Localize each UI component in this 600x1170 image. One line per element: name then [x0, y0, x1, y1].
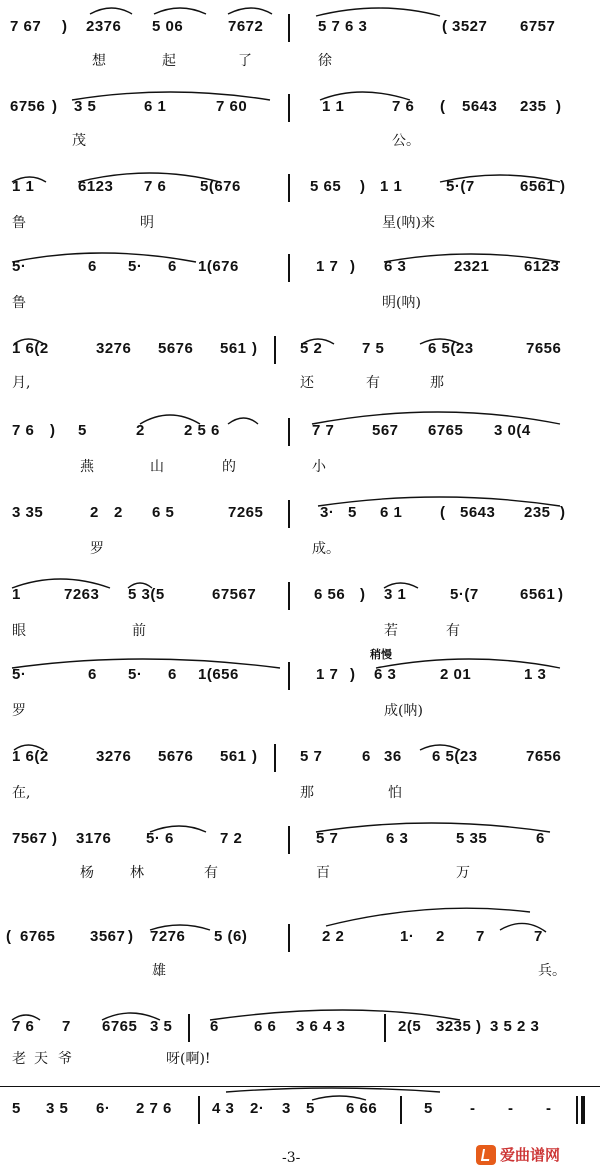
slur-arc: [316, 8, 440, 16]
lyric: 兵。: [538, 963, 566, 979]
lyric: 还: [300, 375, 314, 391]
slur-arc: [90, 8, 132, 14]
slur-arc: [226, 1088, 440, 1092]
lyric: 若: [384, 623, 398, 639]
note-group: 5676: [158, 748, 194, 765]
note-group: 3276: [96, 340, 132, 357]
note-group: 3 5: [150, 1018, 173, 1035]
note-group: 7: [62, 1018, 71, 1035]
bar-line: [288, 500, 290, 528]
note-group: 1(656: [198, 666, 239, 683]
lyric: 公。: [392, 133, 420, 149]
lyric: 那: [430, 375, 444, 391]
note-group: 6: [210, 1018, 219, 1035]
note-group: 2 7 6: [136, 1100, 172, 1117]
lyric: 怕: [388, 785, 402, 801]
lyric: 那: [300, 785, 314, 801]
note-group: 1 6(2: [12, 340, 49, 357]
note-group: 6123: [524, 258, 560, 275]
note-group: 6765: [428, 422, 464, 439]
watermark: [476, 1144, 560, 1165]
lyric: 燕: [80, 459, 94, 475]
lyric: 爷: [58, 1051, 72, 1067]
bar-line: [288, 174, 290, 202]
note-group: 3 35: [12, 504, 44, 521]
note-group: 3 5: [74, 98, 97, 115]
bar-line: [188, 1014, 190, 1042]
note-group: 6 3: [374, 666, 397, 683]
note-group: 2321: [454, 258, 490, 275]
note-group: 3 1: [384, 586, 407, 603]
watermark-text: 爱曲谱网: [500, 1146, 561, 1164]
slur-arc: [326, 908, 530, 926]
lyric: 成(呐): [384, 703, 423, 719]
note-group: 1 1: [322, 98, 345, 115]
note-group: ): [360, 586, 366, 603]
lyric: 的: [222, 459, 236, 475]
final-bar-line: [576, 1096, 578, 1124]
lyric: 茂: [72, 133, 86, 149]
note-group: 5 (6): [214, 928, 248, 945]
lyric: 百: [316, 865, 330, 881]
note-group: 1(676: [198, 258, 239, 275]
note-group: 6 66: [346, 1100, 378, 1117]
note-group: 7 2: [220, 830, 243, 847]
note-group: 6561: [520, 586, 556, 603]
note-group: 5(676: [200, 178, 241, 195]
note-group: 1 1: [380, 178, 403, 195]
lyric: 明: [140, 215, 154, 231]
bar-line: [384, 1014, 386, 1042]
note-group: 2 5 6: [184, 422, 220, 439]
note-group: 3235: [436, 1018, 472, 1035]
lyric: 鲁: [12, 215, 26, 231]
note-group: -: [470, 1100, 476, 1117]
note-group: 5643: [460, 504, 496, 521]
lyric: 了: [238, 53, 252, 69]
note-group: 5·: [12, 258, 27, 275]
note-group: 7 7: [312, 422, 335, 439]
note-group: 6756: [10, 98, 46, 115]
note-group: 3 0(4: [494, 422, 531, 439]
note-group: 6 3: [384, 258, 407, 275]
note-group: ): [52, 98, 58, 115]
note-group: 5: [12, 1100, 21, 1117]
note-group: 6 3: [386, 830, 409, 847]
note-group: 1 3: [524, 666, 547, 683]
note-group: 7 60: [216, 98, 248, 115]
note-group: 1 6(2: [12, 748, 49, 765]
note-group: 67567: [212, 586, 257, 603]
bar-line: [288, 582, 290, 610]
note-group: 3 5: [46, 1100, 69, 1117]
lyric: 呀(啊)!: [166, 1051, 211, 1067]
bar-line: [288, 14, 290, 42]
note-group: 6 5(23: [432, 748, 478, 765]
note-group: ): [560, 178, 566, 195]
note-group: 3567: [90, 928, 126, 945]
note-group: 6123: [78, 178, 114, 195]
note-group: 6: [168, 258, 177, 275]
note-group: 6 6: [254, 1018, 277, 1035]
lyric: 在,: [12, 785, 31, 801]
lyric: 前: [132, 623, 146, 639]
slur-arc: [228, 8, 272, 14]
lyric: 老: [12, 1051, 26, 1067]
note-group: (: [440, 504, 446, 521]
divider-line: [0, 1086, 600, 1087]
note-group: 6765: [20, 928, 56, 945]
note-group: 7276: [150, 928, 186, 945]
note-group: 7 6: [12, 422, 35, 439]
note-group: 567: [372, 422, 399, 439]
note-group: 6765: [102, 1018, 138, 1035]
lyric: 起: [162, 53, 176, 69]
note-group: 2: [114, 504, 123, 521]
note-group: 7656: [526, 748, 562, 765]
note-group: 2: [436, 928, 445, 945]
note-group: 4 3: [212, 1100, 235, 1117]
note-group: 5 3(5: [128, 586, 165, 603]
bar-line: [274, 744, 276, 772]
lyric: 明(呐): [382, 295, 421, 311]
lyric: 万: [456, 865, 470, 881]
page-number: -3-: [282, 1150, 301, 1166]
note-group: 235: [524, 504, 551, 521]
note-group: 5·(7: [450, 586, 479, 603]
tempo-marking: 稍慢: [370, 648, 392, 661]
note-group: 5: [348, 504, 357, 521]
bar-line: [288, 662, 290, 690]
lyric: 罗: [12, 703, 26, 719]
note-group: 5643: [462, 98, 498, 115]
note-group: 7656: [526, 340, 562, 357]
note-group: ): [350, 666, 356, 683]
note-group: 5: [424, 1100, 433, 1117]
note-group: 1 7: [316, 666, 339, 683]
lyric: 想: [92, 53, 106, 69]
final-bar-line-thick: [581, 1096, 585, 1124]
lyric: 有: [204, 865, 218, 881]
note-group: 7672: [228, 18, 264, 35]
note-group: 3 5 2 3: [490, 1018, 540, 1035]
note-group: 5·: [12, 666, 27, 683]
lyric: 月,: [12, 375, 31, 391]
bar-line: [288, 94, 290, 122]
slur-arc: [12, 659, 280, 668]
lyric: 小: [312, 459, 326, 475]
slur-arc: [316, 823, 550, 832]
note-group: 1 1: [12, 178, 35, 195]
note-group: 561: [220, 340, 247, 357]
note-group: 2 01: [440, 666, 472, 683]
note-group: ): [560, 504, 566, 521]
note-group: 6: [168, 666, 177, 683]
lyric: 星(呐)来: [382, 215, 435, 231]
bar-line: [288, 254, 290, 282]
lyric: 雄: [152, 963, 166, 979]
note-group: 5676: [158, 340, 194, 357]
note-group: 2: [136, 422, 145, 439]
note-group: 7 6: [12, 1018, 35, 1035]
note-group: 6·: [96, 1100, 111, 1117]
note-group: 5 2: [300, 340, 323, 357]
note-group: 6 5(23: [428, 340, 474, 357]
note-group: ): [62, 18, 68, 35]
note-group: 5: [78, 422, 87, 439]
lyric: 鲁: [12, 295, 26, 311]
note-group: 1·: [400, 928, 415, 945]
note-group: 5 7: [316, 830, 339, 847]
note-group: 2(5: [398, 1018, 422, 1035]
bar-line: [288, 924, 290, 952]
bar-line: [274, 336, 276, 364]
lyric: 林: [130, 865, 144, 881]
note-group: 3: [282, 1100, 291, 1117]
note-group: ): [350, 258, 356, 275]
lyric: 有: [366, 375, 380, 391]
note-group: ): [52, 830, 58, 847]
note-group: ): [128, 928, 134, 945]
note-group: 5: [306, 1100, 315, 1117]
note-group: 7265: [228, 504, 264, 521]
note-group: 7 6: [392, 98, 415, 115]
note-group: 7 5: [362, 340, 385, 357]
note-group: 3527: [452, 18, 488, 35]
bar-line: [288, 826, 290, 854]
note-group: (: [440, 98, 446, 115]
bar-line: [198, 1096, 200, 1124]
note-group: 5 65: [310, 178, 342, 195]
lyric: 杨: [80, 865, 94, 881]
note-group: 7 67: [10, 18, 42, 35]
bar-line: [288, 418, 290, 446]
note-group: ): [360, 178, 366, 195]
note-group: 2: [90, 504, 99, 521]
note-group: -: [508, 1100, 514, 1117]
note-group: 6: [362, 748, 371, 765]
note-group: 7263: [64, 586, 100, 603]
lyric: 眼: [12, 623, 26, 639]
note-group: 235: [520, 98, 547, 115]
note-group: -: [546, 1100, 552, 1117]
note-group: 7: [534, 928, 543, 945]
note-group: 7 6: [144, 178, 167, 195]
note-group: 2376: [86, 18, 122, 35]
note-group: ): [252, 340, 258, 357]
note-group: (: [442, 18, 448, 35]
lyric: 成。: [312, 541, 340, 557]
note-group: 2·: [250, 1100, 265, 1117]
note-group: 6561: [520, 178, 556, 195]
note-group: ): [50, 422, 56, 439]
note-group: 6: [88, 258, 97, 275]
note-group: 5·: [128, 258, 143, 275]
note-group: 6 5: [152, 504, 175, 521]
lyric: 山: [150, 459, 164, 475]
note-group: 5 06: [152, 18, 184, 35]
note-group: 6: [536, 830, 545, 847]
note-group: 5 7: [300, 748, 323, 765]
note-group: 3·: [320, 504, 335, 521]
note-group: 561: [220, 748, 247, 765]
note-group: 5 7 6 3: [318, 18, 368, 35]
note-group: 1 7: [316, 258, 339, 275]
note-group: 3 6 4 3: [296, 1018, 346, 1035]
note-group: 6757: [520, 18, 556, 35]
note-group: 1: [12, 586, 21, 603]
note-group: 3176: [76, 830, 112, 847]
note-group: 2 2: [322, 928, 345, 945]
note-group: 5· 6: [146, 830, 174, 847]
note-group: 6 1: [144, 98, 167, 115]
note-group: 6 1: [380, 504, 403, 521]
slur-arc: [228, 418, 258, 424]
lyric: 有: [446, 623, 460, 639]
lyric: 罗: [90, 541, 104, 557]
note-group: ): [556, 98, 562, 115]
note-group: 3276: [96, 748, 132, 765]
note-group: (: [6, 928, 12, 945]
slur-arc: [154, 8, 206, 14]
bar-line: [400, 1096, 402, 1124]
lyric: 天: [34, 1051, 48, 1067]
note-group: ): [476, 1018, 482, 1035]
note-group: 7567: [12, 830, 48, 847]
note-group: 36: [384, 748, 402, 765]
note-group: ): [558, 586, 564, 603]
lyric: 徐: [318, 53, 332, 69]
music-note-icon: [476, 1145, 496, 1165]
note-group: 6: [88, 666, 97, 683]
note-group: 7: [476, 928, 485, 945]
note-group: 6 56: [314, 586, 346, 603]
note-group: 5·(7: [446, 178, 475, 195]
note-group: 5·: [128, 666, 143, 683]
note-group: 5 35: [456, 830, 488, 847]
note-group: ): [252, 748, 258, 765]
